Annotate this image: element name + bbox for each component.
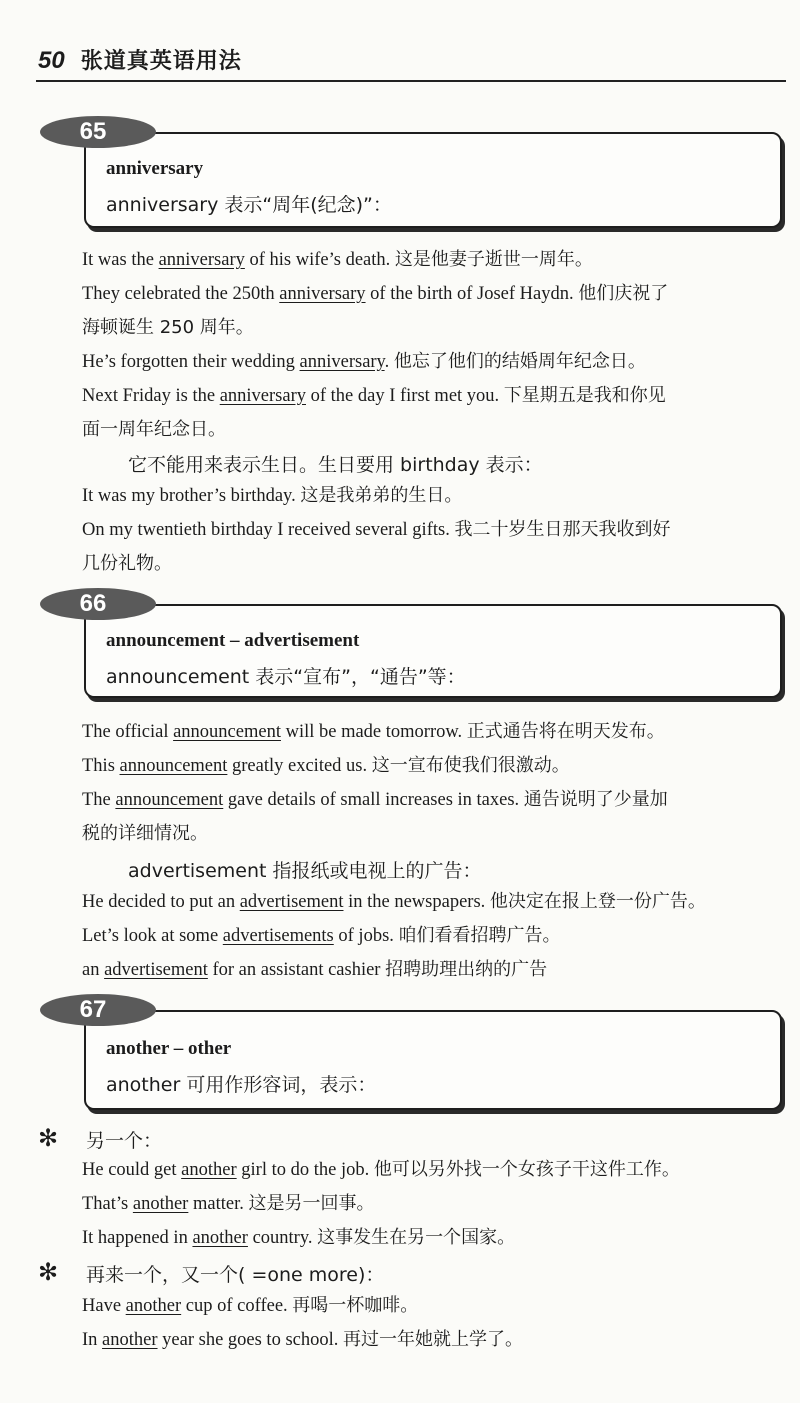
example-line: 海顿诞生 250 周年。 — [82, 317, 254, 338]
entry-box-66 — [84, 604, 782, 698]
page-number: 50 — [38, 47, 65, 74]
entry-description: another 可用作形容词，表示： — [106, 1074, 377, 1096]
entry-number-badge: 67 — [40, 994, 156, 1026]
example-line: 几份礼物。 — [82, 553, 172, 574]
example-line: He decided to put an advertisement in the newspapers. 他决定在报上登一份广告。 — [82, 891, 706, 912]
example-line: 税的详细情况。 — [82, 823, 208, 844]
example-line: The official announcement will be made tomorrow. 正式通告将在明天发布。 — [82, 721, 665, 742]
entry-headword: another – other — [106, 1038, 232, 1059]
entry-headword: anniversary — [106, 158, 204, 179]
book-title: 张道真英语用法 — [80, 49, 242, 74]
example-line: This announcement greatly excited us. 这一宣布使我们很激动。 — [82, 755, 570, 776]
example-line: He’s forgotten their wedding anniversary. 他忘了他们的结婚周年纪念日。 — [82, 351, 646, 372]
example-line: Have another cup of coffee. 再喝一杯咖啡。 — [82, 1295, 419, 1316]
usage-note: 它不能用来表示生日。生日要用 birthday 表示： — [128, 454, 543, 476]
example-line: 面一周年纪念日。 — [82, 419, 226, 440]
sense-label: 再来一个，又一个( =one more)： — [86, 1264, 385, 1286]
entry-box-65 — [84, 132, 782, 228]
example-line: He could get another girl to do the job. 他可以另外找一个女孩子干这件工作。 — [82, 1159, 680, 1180]
entry-description: announcement 表示“宣布”，“通告”等： — [106, 666, 466, 688]
entry-description: anniversary 表示“周年(纪念)”： — [106, 194, 392, 216]
entry-number-badge: 66 — [40, 588, 156, 620]
asterisk-bullet-icon: ✻ — [38, 1124, 59, 1152]
example-line: They celebrated the 250th anniversary of the birth of Josef Haydn. 他们庆祝了 — [82, 283, 669, 304]
example-line: Let’s look at some advertisements of jobs. 咱们看看招聘广告。 — [82, 925, 561, 946]
header-rule — [36, 80, 786, 82]
usage-note: advertisement 指报纸或电视上的广告： — [128, 860, 482, 882]
example-line: The announcement gave details of small increases in taxes. 通告说明了少量加 — [82, 789, 668, 810]
entry-headword: announcement – advertisement — [106, 630, 360, 651]
example-line: It happened in another country. 这事发生在另一个国家。 — [82, 1227, 516, 1248]
sense-label: 另一个： — [86, 1130, 163, 1152]
example-line: On my twentieth birthday I received several gifts. 我二十岁生日那天我收到好 — [82, 519, 671, 540]
example-line: It was the anniversary of his wife’s death. 这是他妻子逝世一周年。 — [82, 249, 593, 270]
entry-number-badge: 65 — [40, 116, 156, 148]
running-header — [38, 44, 242, 74]
entry-box-67 — [84, 1010, 782, 1110]
example-line: Next Friday is the anniversary of the day I first met you. 下星期五是我和你见 — [82, 385, 666, 406]
example-line: It was my brother’s birthday. 这是我弟弟的生日。 — [82, 485, 463, 506]
example-line: In another year she goes to school. 再过一年她就上学了。 — [82, 1329, 524, 1350]
asterisk-bullet-icon: ✻ — [38, 1258, 59, 1286]
example-line: That’s another matter. 这是另一回事。 — [82, 1193, 375, 1214]
example-line: an advertisement for an assistant cashier 招聘助理出纳的广告 — [82, 959, 548, 980]
